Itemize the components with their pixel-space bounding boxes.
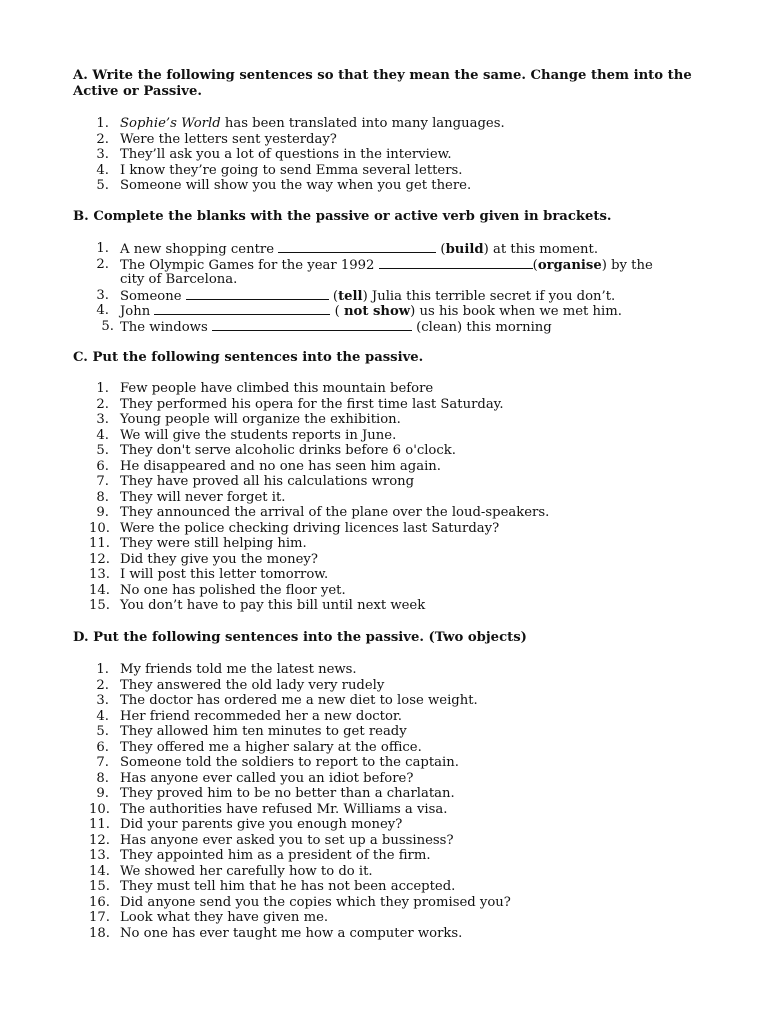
list-number: 6. (96, 458, 109, 474)
list-number: 14. (89, 863, 110, 879)
list-number: 3. (96, 693, 109, 708)
list-number: 15. (89, 598, 110, 613)
list-text: Few people have climbed this mountain before (120, 381, 434, 396)
list-text: I will post this letter tomorrow. (120, 567, 329, 582)
list-text: Young people will organize the exhibition. (120, 412, 401, 427)
list-text: Did anyone send you the copies which they promised you? (120, 894, 511, 910)
list-number: 13. (89, 567, 110, 582)
list-number: 12. (89, 832, 110, 848)
list-number: 12. (89, 551, 110, 567)
list-text: They offered me a higher salary at the office. (120, 739, 422, 755)
list-number: 10. (89, 801, 110, 817)
list-number: 9. (96, 505, 109, 520)
list-number: 5. (96, 724, 109, 739)
list-number: 13. (89, 848, 110, 863)
list-text: We showed her carefully how to do it. (120, 863, 373, 879)
worksheet-page: A. Write the following sentences so that they mean the same. Change them into the Active or Passive. 1. Sophie’s World has been translated into many languages. 2. Were the letters sent yesterday? 3. They’ll ask you a lot of questions in the interview. 4. I know they’re going to send Emma several letters. 5. Someone will show you the way when you get there. B. Complete the blanks with the passive or active verb given in brackets. 1. A new shopping centre (build) at this moment. 2. The Olympic Games for the year 1992 (organise) by the city of Barcelona. 3. Someone (tell) Julia this terrible secret if you don’t. 4. John ( not show) us his book when we met him. 5. The windows (clean) this morning C. Put the following sentences into the passive. 1. Few people have climbed this mountain before 2. They performed his opera for the first time last Saturday. 3. Young people will organize the exhibition. 4. We will give the students reports in June. 5. They don't serve alcoholic drinks before 6 o'clock. 6. He disappeared and no one has seen him again. 7. They have proved all his calculations wrong 8. They will never forget it. 9. They announced the arrival of the plane over the loud-speakers. 10. Were the police checking driving licences last Saturday? 11. They were still helping him. 12. Did they give you the money? 13. I will post this letter tomorrow. 14. No one has polished the floor yet. 15. You don’t have to pay this bill until next week D. Put the following sentences into the passive. (Two objects) 1. My friends told me the latest news. 2. They answered the old lady very rudely 3. The doctor has ordered me a new diet to lose weight. 4. Her friend recommeded her a new doctor. 5. They allowed him ten minutes to get ready 6. They offered me a higher salary at the office. 7. Someone told the soldiers to report to the captain. 8. Has anyone ever called you an idiot before? 9. They proved him to be no better than a charlatan. 10. The authorities have refused Mr. Williams a visa. 11. Did your parents give you enough money? 12. Has anyone ever asked you to set up a bussiness? 13. They appointed him as a president of the firm. 14. We showed her carefully how to do it. 15. They must tell him that he has not been accepted. 16. Did anyone send you the copies which they promised you? 17. Look what they have given me. 18. No one has ever taught me how a computer works. (73, 68, 692, 941)
list-text: No one has ever taught me how a computer works. (120, 925, 463, 941)
list-number: 1. (96, 662, 109, 677)
list-number: 6. (96, 739, 109, 755)
list-text: Were the police checking driving licences last Saturday? (120, 520, 500, 536)
list-text: Someone told the soldiers to report to the captain. (120, 755, 459, 770)
list-number: 4. (96, 427, 109, 443)
list-text: Did your parents give you enough money? (120, 817, 403, 832)
answer-blank[interactable] (154, 303, 330, 315)
list-text: They must tell him that he has not been accepted. (120, 879, 456, 894)
list-text: They appointed him as a president of the firm. (120, 848, 431, 863)
list-text: Did they give you the money? (120, 551, 318, 567)
list-text: Look what they have given me. (120, 910, 329, 925)
list-text: They answered the old lady very rudely (120, 677, 385, 693)
list-text: No one has polished the floor yet. (120, 582, 346, 598)
list-number: 1. (96, 381, 109, 396)
list-number: 5. (96, 443, 109, 458)
list-number: 15. (89, 879, 110, 894)
list-text: They don't serve alcoholic drinks before 6 o'clock. (120, 443, 456, 458)
answer-blank[interactable] (379, 257, 533, 269)
list-number: 10. (89, 520, 110, 536)
list-text: The authorities have refused Mr. Williams a visa. (120, 801, 448, 817)
list-number: 2. (96, 677, 109, 693)
list-text: They performed his opera for the first time last Saturday. (120, 396, 504, 412)
list-number: 4. (96, 708, 109, 724)
list-item-continuation: city of Barcelona. (120, 272, 238, 287)
list-text: Her friend recommeded her a new doctor. (120, 708, 402, 724)
list-number: 17. (89, 910, 110, 925)
list-text: They announced the arrival of the plane over the loud-speakers. (120, 505, 550, 520)
list-text: The doctor has ordered me a new diet to lose weight. (120, 693, 478, 708)
list-number: 14. (89, 582, 110, 598)
list-text: They were still helping him. (120, 536, 307, 551)
list-number: 16. (89, 894, 110, 910)
list-text: Has anyone ever called you an idiot before? (120, 770, 414, 786)
list-text: They proved him to be no better than a charlatan. (120, 786, 455, 801)
section-c-heading: C. Put the following sentences into the passive. (73, 350, 424, 365)
list-number: 7. (96, 474, 109, 489)
list-text: They allowed him ten minutes to get ready (120, 724, 407, 739)
list-number: 7. (96, 755, 109, 770)
list-number: 11. (89, 536, 110, 551)
list-text: We will give the students reports in June. (120, 427, 397, 443)
list-number: 9. (96, 786, 109, 801)
list-number: 11. (89, 817, 110, 832)
list-number: 8. (96, 770, 109, 786)
list-number: 18. (89, 925, 110, 941)
section-a-heading: A. Write the following sentences so that they mean the same. Change them into the Active or Passive. (73, 68, 692, 99)
section-b-heading: B. Complete the blanks with the passive or active verb given in brackets. (73, 209, 612, 224)
list-text: Has anyone ever asked you to set up a bussiness? (120, 832, 454, 848)
answer-blank[interactable] (278, 241, 436, 253)
list-text: He disappeared and no one has seen him again. (120, 458, 441, 474)
list-number: 8. (96, 489, 109, 505)
section-d-heading: D. Put the following sentences into the passive. (Two objects) (73, 630, 527, 645)
list-number: 3. (96, 412, 109, 427)
list-number: 2. (96, 396, 109, 412)
list-text: They have proved all his calculations wrong (120, 474, 415, 489)
list-text: You don’t have to pay this bill until next week (120, 598, 426, 613)
answer-blank[interactable] (186, 288, 329, 300)
list-text: They will never forget it. (120, 489, 286, 505)
list-text: My friends told me the latest news. (120, 662, 357, 677)
answer-blank[interactable] (212, 319, 412, 331)
